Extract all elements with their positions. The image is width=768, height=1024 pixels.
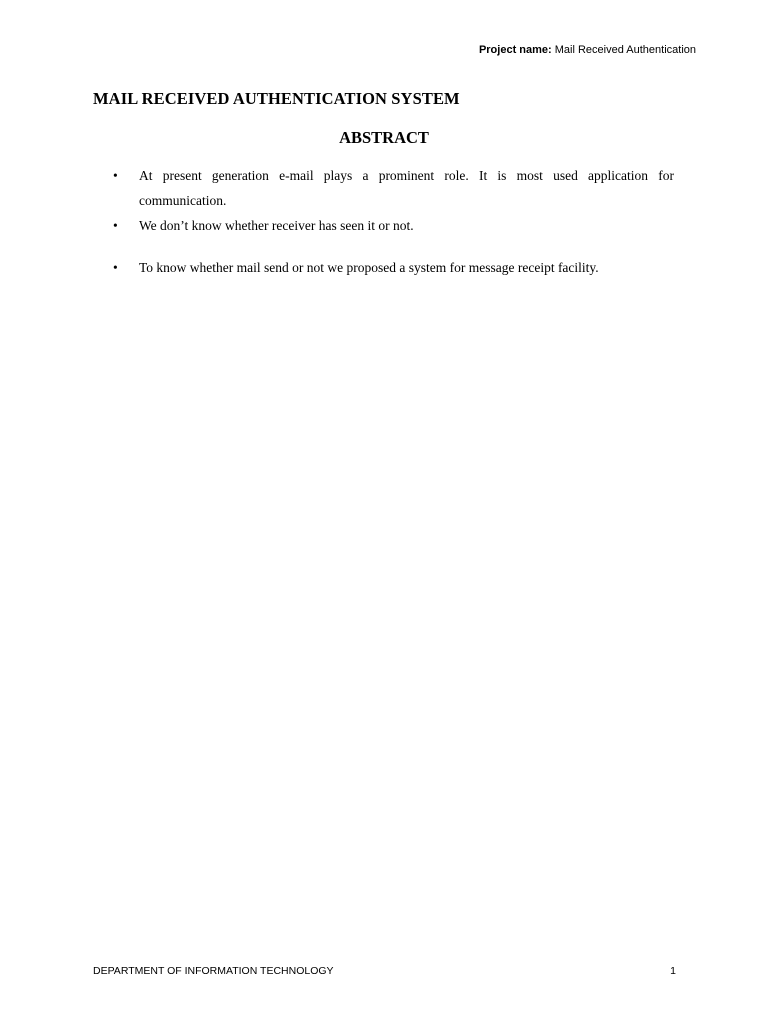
page-header <box>479 44 696 56</box>
bullet-text: At present generation e-mail plays a prominent role. It is most used application for communication. <box>139 168 674 208</box>
bullet-icon: • <box>113 260 118 275</box>
project-name-value: Mail Received Authentication <box>554 44 696 56</box>
bullet-item <box>113 163 674 213</box>
abstract-bullet-list <box>113 163 674 280</box>
project-name-label: Project name: <box>478 44 552 56</box>
bullet-text: We don’t know whether receiver has seen it or not. <box>139 218 414 233</box>
bullet-icon: • <box>113 218 118 233</box>
document-title: MAIL RECEIVED AUTHENTICATION SYSTEM <box>93 89 460 108</box>
bullet-icon: • <box>113 168 118 183</box>
page-number: 1 <box>670 965 676 977</box>
bullet-item <box>113 255 674 280</box>
abstract-heading: ABSTRACT <box>339 128 429 147</box>
department-name: DEPARTMENT OF INFORMATION TECHNOLOGY <box>93 965 334 977</box>
bullet-text: To know whether mail send or not we proposed a system for message receipt facility. <box>139 260 599 275</box>
page-footer <box>93 965 676 977</box>
bullet-item <box>113 213 674 238</box>
